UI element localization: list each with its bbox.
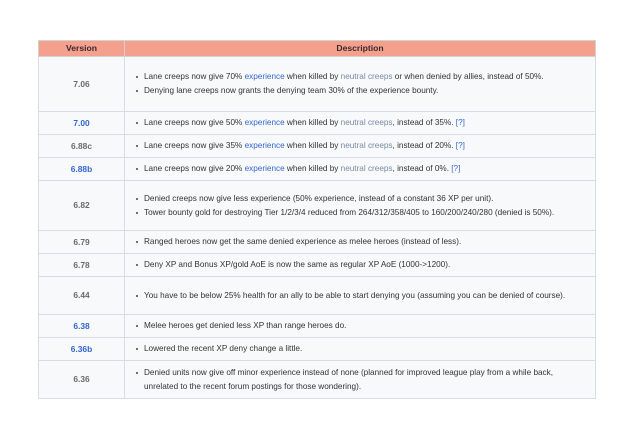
change-list-item bbox=[139, 366, 589, 394]
table-row bbox=[39, 112, 596, 135]
experience-link[interactable]: experience bbox=[244, 118, 285, 128]
table-row bbox=[39, 338, 596, 361]
version-cell: 6.44 bbox=[39, 277, 125, 315]
description-cell bbox=[125, 254, 596, 277]
description-cell bbox=[125, 135, 596, 158]
table-row bbox=[39, 57, 596, 112]
text-segment: or when denied by allies, instead of 50%. bbox=[392, 72, 544, 82]
change-list-item bbox=[139, 319, 589, 333]
version-cell[interactable]: 7.00 bbox=[39, 112, 125, 135]
change-list-item bbox=[139, 116, 589, 130]
neutral-creeps-link[interactable]: neutral creeps bbox=[340, 118, 393, 128]
description-cell bbox=[125, 231, 596, 254]
text-segment: when killed by bbox=[284, 164, 341, 174]
text-segment: Lane creeps now give 20% bbox=[144, 164, 245, 174]
experience-link[interactable]: experience bbox=[244, 164, 285, 174]
description-cell bbox=[125, 181, 596, 231]
change-list bbox=[129, 319, 589, 333]
text-segment: when killed by bbox=[284, 118, 341, 128]
text-segment: Lane creeps now give 50% bbox=[144, 118, 245, 128]
change-list-item bbox=[139, 235, 589, 249]
reference-link[interactable]: [?] bbox=[455, 118, 465, 128]
change-list bbox=[129, 116, 589, 130]
reference-link[interactable]: [?] bbox=[455, 141, 465, 151]
table-row bbox=[39, 254, 596, 277]
version-cell: 7.06 bbox=[39, 57, 125, 112]
change-list bbox=[129, 70, 589, 98]
change-list-item bbox=[139, 139, 589, 153]
text-segment: , instead of 0%. bbox=[392, 164, 452, 174]
text-segment: , instead of 20%. bbox=[392, 141, 456, 151]
text-segment: Deny XP and Bonus XP/gold AoE is now the same as regular XP AoE (1000->1200). bbox=[144, 260, 451, 270]
change-list-item bbox=[139, 342, 589, 356]
change-list-item bbox=[139, 192, 589, 206]
version-cell[interactable]: 6.36b bbox=[39, 338, 125, 361]
description-column-header: Description bbox=[125, 41, 596, 57]
reference-link[interactable]: [?] bbox=[451, 164, 461, 174]
text-segment: Denied creeps now give less experience (50% experience, instead of a constant 36 XP per unit). bbox=[144, 193, 494, 203]
change-list-item bbox=[139, 206, 589, 220]
description-cell bbox=[125, 112, 596, 135]
change-list-item bbox=[139, 258, 589, 272]
version-cell: 6.78 bbox=[39, 254, 125, 277]
description-cell bbox=[125, 338, 596, 361]
version-cell: 6.82 bbox=[39, 181, 125, 231]
change-list-item bbox=[139, 162, 589, 176]
text-segment: Lowered the recent XP deny change a little. bbox=[144, 344, 303, 354]
description-cell bbox=[125, 158, 596, 181]
version-cell: 6.88c bbox=[39, 135, 125, 158]
change-list bbox=[129, 162, 589, 176]
table-row bbox=[39, 315, 596, 338]
text-segment: , instead of 35%. bbox=[392, 118, 456, 128]
version-cell: 6.36 bbox=[39, 361, 125, 399]
description-cell bbox=[125, 361, 596, 399]
description-cell bbox=[125, 277, 596, 315]
text-segment: Lane creeps now give 35% bbox=[144, 141, 245, 151]
experience-link[interactable]: experience bbox=[244, 141, 285, 151]
description-cell bbox=[125, 57, 596, 112]
experience-link[interactable]: experience bbox=[244, 72, 285, 82]
text-segment: Denied units now give off minor experience instead of none (planned for improved league play from a while back, unrelated to the recent forum postings for those wondering). bbox=[144, 367, 554, 391]
table-row bbox=[39, 135, 596, 158]
table-row bbox=[39, 158, 596, 181]
text-segment: Melee heroes get denied less XP than range heroes do. bbox=[144, 321, 347, 331]
table-row bbox=[39, 181, 596, 231]
table-row bbox=[39, 361, 596, 399]
change-list-item bbox=[139, 289, 589, 303]
table-header-row bbox=[39, 41, 596, 57]
description-cell bbox=[125, 315, 596, 338]
text-segment: when killed by bbox=[284, 72, 341, 82]
text-segment: Ranged heroes now get the same denied experience as melee heroes (instead of less). bbox=[144, 237, 462, 247]
version-cell[interactable]: 6.88b bbox=[39, 158, 125, 181]
text-segment: You have to be below 25% health for an ally to be able to start denying you (assuming you can be denied of course). bbox=[144, 290, 566, 300]
text-segment: when killed by bbox=[284, 141, 341, 151]
table-row bbox=[39, 231, 596, 254]
neutral-creeps-link[interactable]: neutral creeps bbox=[340, 141, 393, 151]
table-row bbox=[39, 277, 596, 315]
text-segment: Denying lane creeps now grants the denying team 30% of the experience bounty. bbox=[144, 86, 439, 95]
version-cell: 6.79 bbox=[39, 231, 125, 254]
change-list bbox=[129, 342, 589, 356]
change-list bbox=[129, 289, 589, 303]
change-list-item bbox=[139, 70, 589, 84]
version-history-table bbox=[38, 40, 596, 399]
version-column-header: Version bbox=[39, 41, 125, 57]
text-segment: Tower bounty gold for destroying Tier 1/2/3/4 reduced from 264/312/358/405 to 160/200/240/280 (denied is 50%). bbox=[144, 207, 555, 217]
neutral-creeps-link[interactable]: neutral creeps bbox=[340, 164, 393, 174]
version-cell[interactable]: 6.38 bbox=[39, 315, 125, 338]
change-list bbox=[129, 366, 589, 394]
change-list bbox=[129, 192, 589, 220]
text-segment: Lane creeps now give 70% bbox=[144, 72, 245, 82]
neutral-creeps-link[interactable]: neutral creeps bbox=[340, 72, 393, 82]
change-list bbox=[129, 258, 589, 272]
change-list bbox=[129, 139, 589, 153]
table-body bbox=[39, 57, 596, 399]
change-list-item bbox=[139, 84, 589, 98]
change-list bbox=[129, 235, 589, 249]
